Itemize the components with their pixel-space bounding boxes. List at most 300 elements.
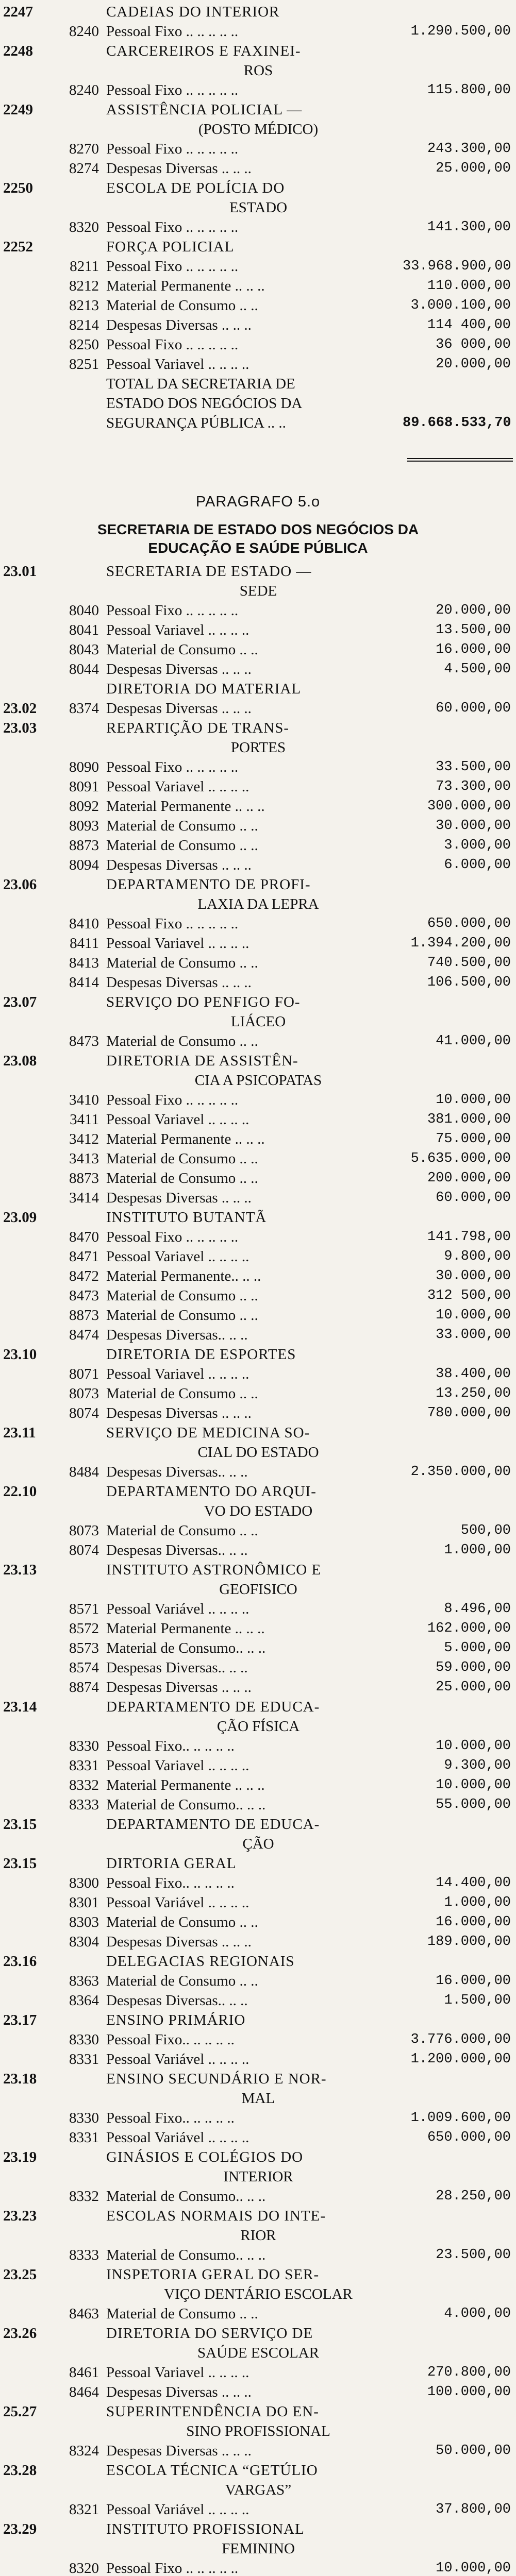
heading-row (0, 2265, 516, 2284)
ledger-row (0, 296, 516, 315)
ledger-row (0, 1031, 516, 1051)
row-value: 243.300,00 (427, 141, 511, 157)
ledger-row (0, 2558, 516, 2576)
row-value: 5.000,00 (444, 1640, 511, 1656)
row-value: 10.000,00 (436, 1308, 511, 1323)
row-label: Pessoal Variável .. .. .. .. (106, 2129, 249, 2146)
row-value: 650.000,00 (427, 916, 511, 931)
row-value: 20.000,00 (436, 603, 511, 618)
ledger-row (0, 2500, 516, 2519)
heading-row (0, 1717, 516, 1736)
ledger-row (0, 1149, 516, 1168)
row-label: FORÇA POLICIAL (106, 239, 235, 255)
row-label: ENSINO SECUNDÁRIO E NOR- (106, 2071, 327, 2087)
heading-row (0, 2402, 516, 2421)
row-label: VIÇO DENTÁRIO ESCOLAR (164, 2286, 353, 2302)
ledger-row (0, 1129, 516, 1149)
row-value: 16.000,00 (436, 1973, 511, 1989)
ledger-row (0, 276, 516, 296)
row-value: 780.000,00 (427, 1405, 511, 1421)
heading-row (0, 1012, 516, 1031)
item-code: 8330 (69, 1738, 99, 1754)
row-label: DIRETORIA DE ASSISTÊN- (106, 1053, 298, 1069)
ledger-row (0, 836, 516, 855)
row-label: VO DO ESTADO (204, 1503, 313, 1519)
row-value: 28.250,00 (436, 2189, 511, 2204)
ledger-row (0, 1188, 516, 1208)
ledger-row (0, 1775, 516, 1795)
ledger-row (0, 2363, 516, 2382)
heading-row (0, 2069, 516, 2089)
row-label: Despesas Diversas.. .. .. (106, 1464, 248, 1480)
row-label: DEPARTAMENTO DE EDUCA- (106, 1816, 320, 1833)
row-label: ROS (243, 62, 273, 79)
item-code: 8214 (69, 317, 99, 333)
heading-row (0, 2010, 516, 2030)
heading-row (0, 100, 516, 120)
row-value: 115.800,00 (427, 82, 511, 98)
row-value: 114 400,00 (427, 317, 511, 333)
item-code: 8484 (69, 1464, 99, 1480)
row-label: INSTITUTO PROFISSIONAL (106, 2521, 305, 2537)
ledger-row (0, 601, 516, 620)
row-label: Pessoal Fixo .. .. .. .. .. (106, 1229, 239, 1245)
heading-row (0, 1345, 516, 1364)
ledger-row (0, 1364, 516, 1384)
row-value: 270.800,00 (427, 2365, 511, 2380)
item-code: 3411 (70, 1111, 99, 1128)
ledger-row (0, 1384, 516, 1403)
item-code: 8331 (69, 1757, 99, 1774)
ledger-row (0, 1873, 516, 1893)
heading-row (0, 2421, 516, 2441)
total-rule-bottom (407, 461, 513, 462)
total-row (0, 394, 516, 413)
row-label: Pessoal Fixo .. .. .. .. .. (106, 916, 239, 932)
section-number: 22.10 (3, 1483, 37, 1500)
ledger-row (0, 1325, 516, 1345)
ledger-row (0, 620, 516, 640)
row-label: Pessoal Variavel .. .. .. .. (106, 1366, 249, 1382)
heading-row (0, 738, 516, 757)
row-value: 4.500,00 (444, 662, 511, 677)
ledger-row (0, 1521, 516, 1540)
row-label: Material de Consumo.. .. .. (106, 1797, 266, 1813)
row-label: Pessoal Variável .. .. .. .. (106, 2051, 249, 2067)
row-label: DELEGACIAS REGIONAIS (106, 1953, 295, 1970)
item-code: 8320 (69, 219, 99, 235)
item-code: 8044 (69, 661, 99, 677)
row-value: 10.000,00 (436, 1092, 511, 1108)
ledger-row (0, 1403, 516, 1423)
heading-row (0, 679, 516, 699)
row-value: 38.400,00 (436, 1366, 511, 1382)
row-value: 8.496,00 (444, 1601, 511, 1617)
item-code: 8270 (69, 141, 99, 157)
heading-row (0, 120, 516, 139)
item-code: 8332 (69, 1777, 99, 1793)
heading-row (0, 198, 516, 217)
row-value: 25.000,00 (436, 161, 511, 176)
row-label: FEMININO (222, 2540, 295, 2557)
item-code: 8461 (69, 2364, 99, 2381)
heading-row (0, 2089, 516, 2108)
item-code: 8374 (69, 700, 99, 717)
ledger-row (0, 640, 516, 659)
section-number: 2252 (3, 239, 33, 255)
row-label: (POSTO MÉDICO) (198, 121, 319, 138)
row-value: 141.798,00 (427, 1229, 511, 1245)
ledger-row (0, 1266, 516, 1286)
heading-row (0, 2480, 516, 2500)
heading-row (0, 178, 516, 198)
row-value: 25.000,00 (436, 1680, 511, 1695)
item-code: 8301 (69, 1894, 99, 1911)
section-number: 23.02 (3, 700, 37, 717)
row-label: INTERIOR (223, 2168, 293, 2185)
row-label: SEDE (239, 583, 277, 599)
row-label: Despesas Diversas .. .. .. (106, 2384, 252, 2400)
item-code: 8093 (69, 818, 99, 834)
row-label: RIOR (240, 2227, 276, 2244)
row-value: 100.000,00 (427, 2384, 511, 2400)
row-label: DIRETORIA DE ESPORTES (106, 1346, 296, 1363)
row-value: 740.500,00 (427, 955, 511, 971)
row-value: 10.000,00 (436, 1738, 511, 1754)
row-label: ÇÃO FÍSICA (217, 1718, 300, 1735)
row-label: Despesas Diversas .. .. .. (106, 2443, 252, 2459)
item-code: 8213 (69, 297, 99, 314)
item-code: 8040 (69, 602, 99, 619)
heading-row (0, 41, 516, 61)
row-value: 9.800,00 (444, 1249, 511, 1264)
ledger-row (0, 1619, 516, 1638)
row-label: ESCOLAS NORMAIS DO INTE- (106, 2208, 326, 2224)
row-label: SERVIÇO DE MEDICINA SO- (106, 1425, 310, 1441)
heading-row (0, 1952, 516, 1971)
row-label: Despesas Diversas .. .. .. (106, 1679, 252, 1696)
item-code: 8573 (69, 1640, 99, 1656)
section-number: 23.01 (3, 563, 37, 580)
item-code: 8303 (69, 1914, 99, 1930)
row-label: SUPERINTENDÊNCIA DO EN- (106, 2403, 319, 2420)
row-value: 13.250,00 (436, 1386, 511, 1401)
heading-row (0, 237, 516, 257)
section-number: 23.14 (3, 1699, 37, 1715)
total-row (0, 374, 516, 394)
ledger-row (0, 2245, 516, 2265)
ledger-row (0, 855, 516, 875)
ledger-row (0, 934, 516, 953)
ledger-row (0, 2187, 516, 2206)
row-label: REPARTIÇÃO DE TRANS- (106, 720, 290, 736)
item-code: 8330 (69, 2031, 99, 2048)
item-code: 8473 (69, 1033, 99, 1049)
row-label: CADEIAS DO INTERIOR (106, 4, 280, 20)
ledger-row (0, 1462, 516, 1482)
heading-row (0, 2226, 516, 2245)
section-number: 23.09 (3, 1209, 37, 1226)
item-code: 8094 (69, 857, 99, 873)
row-label: Pessoal Fixo .. .. .. .. .. (106, 219, 239, 235)
row-value: 3.000.100,00 (410, 298, 511, 313)
item-code: 8073 (69, 1522, 99, 1539)
row-label: GEOFISICO (219, 1581, 297, 1598)
ledger-row (0, 1090, 516, 1110)
row-value: 13.500,00 (436, 622, 511, 638)
ledger-row (0, 1227, 516, 1247)
row-label: Material Permanente .. .. .. (106, 1131, 265, 1147)
section-number: 23.10 (3, 1346, 37, 1363)
heading-row (0, 1854, 516, 1873)
row-label: Pessoal Variável .. .. .. .. (106, 2501, 249, 2518)
heading-row (0, 894, 516, 914)
section-number: 23.16 (3, 1953, 37, 1970)
row-value: 16.000,00 (436, 1914, 511, 1930)
item-code: 8240 (69, 23, 99, 40)
row-label: PORTES (230, 739, 286, 756)
row-label: ENSINO PRIMÁRIO (106, 2012, 246, 2028)
item-code: 8250 (69, 336, 99, 353)
row-value: 33.500,00 (436, 759, 511, 775)
row-label: DIRETORIA DO SERVIÇO DE (106, 2325, 313, 2342)
row-label: INSPETORIA GERAL DO SER- (106, 2266, 320, 2283)
item-code: 8041 (69, 622, 99, 638)
ledger-row (0, 139, 516, 159)
ledger-row (0, 816, 516, 836)
item-code: 8071 (69, 1366, 99, 1382)
ledger-row (0, 796, 516, 816)
item-code: 8873 (69, 1170, 99, 1187)
row-label: Material de Consumo .. .. (106, 1287, 258, 1304)
row-label: SINO PROFISSIONAL (186, 2423, 330, 2439)
item-code: 8574 (69, 1659, 99, 1676)
ledger-row (0, 1912, 516, 1932)
total-row (0, 413, 516, 433)
ledger-row (0, 257, 516, 276)
section-number: 23.25 (3, 2266, 37, 2283)
ledger-row (0, 1247, 516, 1266)
item-code: 8331 (69, 2051, 99, 2067)
item-code: 8332 (69, 2188, 99, 2205)
ledger-row (0, 1736, 516, 1756)
paragraph-heading: PARAGRAFO 5.o (195, 494, 321, 510)
ledger-row (0, 1306, 516, 1325)
section-number: 23.28 (3, 2462, 37, 2479)
section-number: 23.11 (3, 1425, 36, 1441)
row-label: Pessoal Fixo .. .. .. .. .. (106, 141, 239, 157)
item-code: 3410 (69, 1092, 99, 1108)
row-label: Material de Consumo .. .. (106, 1385, 258, 1402)
ledger-row (0, 335, 516, 354)
row-label: Material Permanente .. .. .. (106, 1777, 265, 1793)
item-code: 8090 (69, 759, 99, 775)
row-label: Despesas Diversas.. .. .. (106, 1542, 248, 1558)
row-value: 3.000,00 (444, 838, 511, 853)
item-code: 8411 (70, 935, 99, 952)
row-label: Pessoal Variavel .. .. .. .. (106, 778, 249, 795)
row-value: 73.300,00 (436, 779, 511, 794)
item-code: 8474 (69, 1327, 99, 1343)
row-value: 89.668.533,70 (403, 415, 511, 431)
section-number: 23.15 (3, 1855, 37, 1872)
row-label: INSTITUTO BUTANTÃ (106, 1209, 267, 1226)
row-label: Despesas Diversas.. .. .. (106, 1659, 248, 1676)
item-code: 8073 (69, 1385, 99, 1402)
heading-row (0, 992, 516, 1012)
item-code: 8463 (69, 2306, 99, 2322)
heading-row (0, 1815, 516, 1834)
row-label: INSTITUTO ASTRONÔMICO E (106, 1562, 322, 1578)
section-number: 2247 (3, 4, 33, 20)
ledger-row (0, 217, 516, 237)
row-label: Pessoal Fixo .. .. .. .. .. (106, 759, 239, 775)
heading-row (0, 562, 516, 581)
ledger-row (0, 1932, 516, 1952)
heading-row (0, 875, 516, 894)
ledger-row (0, 1286, 516, 1306)
item-code: 8321 (69, 2501, 99, 2518)
row-label: Pessoal Variavel .. .. .. .. (106, 356, 249, 372)
row-value: 41.000,00 (436, 1033, 511, 1049)
item-code: 8304 (69, 1934, 99, 1950)
row-label: ESTADO DOS NEGÓCIOS DA (106, 395, 303, 412)
total-rule-top (407, 458, 513, 459)
row-label: Pessoal Fixo.. .. .. .. .. (106, 1738, 235, 1754)
item-code: 8571 (69, 1601, 99, 1617)
ledger-row (0, 1991, 516, 2010)
item-code: 8364 (69, 1992, 99, 2009)
row-label: Material de Consumo .. .. (106, 641, 258, 658)
row-label: DEPARTAMENTO DE PROFI- (106, 876, 311, 893)
row-label: Material de Consumo .. .. (106, 837, 258, 854)
section-number: 23.03 (3, 720, 37, 736)
row-label: Despesas Diversas .. .. .. (106, 857, 252, 873)
row-value: 36 000,00 (436, 337, 511, 352)
row-label: Material de Consumo .. .. (106, 2306, 258, 2322)
ledger-row (0, 159, 516, 178)
item-code: 8470 (69, 1229, 99, 1245)
row-value: 10.000,00 (436, 1777, 511, 1793)
row-value: 30.000,00 (436, 1268, 511, 1284)
row-value: 200.000,00 (427, 1171, 511, 1186)
row-label: Despesas Diversas .. .. .. (106, 974, 252, 991)
row-label: ESCOLA TÉCNICA “GETÚLIO (106, 2462, 318, 2479)
row-label: DIRETORIA DO MATERIAL (106, 681, 302, 697)
ledger-row (0, 973, 516, 992)
row-label: Material Permanente .. .. .. (106, 798, 265, 815)
section-number: 2250 (3, 180, 33, 196)
row-value: 10.000,00 (436, 2561, 511, 2576)
heading-row (0, 2324, 516, 2343)
ledger-row (0, 1110, 516, 1129)
heading-row (0, 1560, 516, 1580)
row-label: Pessoal Fixo .. .. .. .. .. (106, 1092, 239, 1108)
row-label: Material de Consumo .. .. (106, 818, 258, 834)
row-value: 20.000,00 (436, 357, 511, 372)
row-value: 1.009.600,00 (410, 2110, 511, 2126)
row-label: Pessoal Fixo .. .. .. .. .. (106, 602, 239, 619)
row-value: 110.000,00 (427, 278, 511, 294)
ledger-row (0, 1677, 516, 1697)
row-value: 6.000,00 (444, 857, 511, 873)
row-label: VARGAS” (225, 2482, 292, 2498)
item-code: 8331 (69, 2129, 99, 2146)
item-code: 8212 (69, 278, 99, 294)
item-code: 8211 (70, 258, 99, 275)
row-label: Pessoal Variavel .. .. .. .. (106, 1757, 249, 1774)
row-value: 23.500,00 (436, 2247, 511, 2263)
section-number: 2248 (3, 43, 33, 59)
item-code: 8274 (69, 160, 99, 177)
row-value: 1.000,00 (444, 1543, 511, 1558)
item-code: 3412 (69, 1131, 99, 1147)
item-code: 8300 (69, 1875, 99, 1891)
row-value: 14.400,00 (436, 1875, 511, 1891)
row-value: 4.000,00 (444, 2306, 511, 2321)
section-number: 25.27 (3, 2403, 37, 2420)
row-label: Pessoal Variavel .. .. .. .. (106, 622, 249, 638)
row-label: Pessoal Fixo .. .. .. .. .. (106, 23, 239, 40)
row-value: 30.000,00 (436, 818, 511, 834)
row-label: GINÁSIOS E COLÉGIOS DO (106, 2149, 304, 2165)
section-number: 23.07 (3, 994, 37, 1010)
row-label: Pessoal Variável .. .. .. .. (106, 1601, 249, 1617)
row-label: Pessoal Variável .. .. .. .. (106, 1894, 249, 1911)
heading-row (0, 718, 516, 738)
row-value: 381.000,00 (427, 1112, 511, 1127)
row-label: Despesas Diversas .. .. .. (106, 160, 252, 177)
heading-row (0, 1423, 516, 1443)
row-label: Pessoal Variavel .. .. .. .. (106, 1111, 249, 1128)
ledger-row (0, 953, 516, 973)
row-value: 16.000,00 (436, 642, 511, 657)
row-label: Pessoal Fixo .. .. .. .. .. (106, 336, 239, 353)
item-code: 8074 (69, 1405, 99, 1421)
ledger-row (0, 2108, 516, 2128)
heading-row (0, 1482, 516, 1501)
row-label: DEPARTAMENTO DE EDUCA- (106, 1699, 320, 1715)
row-value: 60.000,00 (436, 1190, 511, 1206)
row-value: 2.350.000,00 (410, 1464, 511, 1480)
row-value: 650.000,00 (427, 2130, 511, 2145)
row-label: ÇÃO (242, 1836, 274, 1852)
ledger-row (0, 1638, 516, 1658)
row-label: Material Permanente .. .. .. (106, 1620, 265, 1637)
row-value: 59.000,00 (436, 1660, 511, 1675)
row-label: CIA A PSICOPATAS (194, 1072, 322, 1089)
ledger-row (0, 1658, 516, 1677)
row-label: Material de Consumo .. .. (106, 955, 258, 971)
heading-row (0, 2167, 516, 2187)
item-code: 8333 (69, 2247, 99, 2263)
item-code: 8324 (69, 2443, 99, 2459)
row-label: Material de Consumo .. .. (106, 1170, 258, 1187)
item-code: 8092 (69, 798, 99, 815)
row-label: Despesas Diversas .. .. .. (106, 661, 252, 677)
ledger-row (0, 659, 516, 679)
row-value: 141.300,00 (427, 219, 511, 235)
ledger-row (0, 2030, 516, 2049)
item-code: 8472 (69, 1268, 99, 1284)
row-label: Despesas Diversas .. .. .. (106, 1405, 252, 1421)
ledger-row (0, 777, 516, 796)
heading-row (0, 1208, 516, 1227)
item-code: 8873 (69, 837, 99, 854)
row-value: 312 500,00 (427, 1288, 511, 1303)
row-label: Material Permanente .. .. .. (106, 278, 265, 294)
row-label: Despesas Diversas .. .. .. (106, 1934, 252, 1950)
